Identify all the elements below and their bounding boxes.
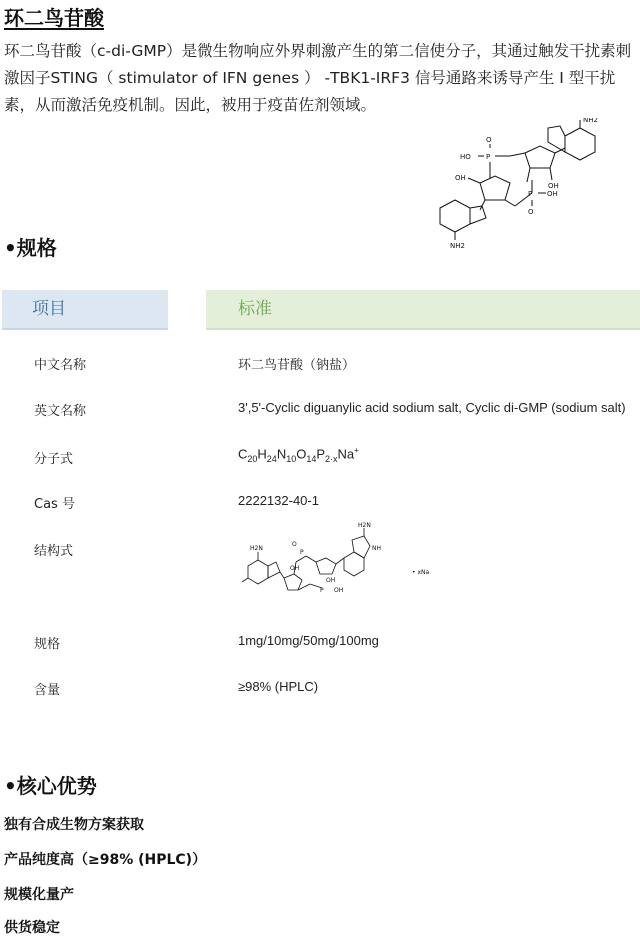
row-label-structure: 结构式 (34, 544, 74, 559)
c-di-gmp-structure-top (420, 118, 620, 253)
svg-text:OH: OH (290, 565, 300, 572)
svg-text:OH: OH (334, 587, 344, 594)
svg-text:OH: OH (455, 174, 466, 182)
row-label-cas: Cas 号 (34, 497, 75, 512)
c-di-gmp-structure-row (240, 522, 440, 604)
advantage-item: 产品纯度高（≥98% (HPLC)） (4, 852, 207, 868)
svg-text:OH: OH (326, 577, 336, 584)
svg-text:O: O (292, 541, 297, 548)
spec-heading: •规格 (4, 236, 57, 260)
svg-text:OH: OH (548, 182, 559, 190)
row-label-spec: 规格 (34, 637, 61, 652)
advantage-item: 规模化量产 (4, 887, 74, 903)
nh2-top-label: NH2 (583, 118, 598, 124)
table-header-item: 项目 (2, 290, 168, 330)
svg-text:P: P (320, 587, 324, 594)
svg-text:OH: OH (547, 190, 558, 198)
page-title: 环二鸟苷酸 (4, 6, 104, 30)
svg-text:H2N: H2N (250, 545, 263, 552)
svg-text:O: O (486, 136, 492, 144)
svg-text:O: O (528, 208, 534, 216)
row-value-cas: 2222132-40-1 (238, 493, 319, 508)
row-value-content: ≥98% (HPLC) (238, 679, 319, 694)
svg-text:P: P (486, 153, 491, 161)
svg-text:NH: NH (372, 545, 381, 552)
advantages-heading: •核心优势 (4, 774, 97, 798)
row-label-cn-name: 中文名称 (34, 358, 87, 373)
row-value-spec: 1mg/10mg/50mg/100mg (238, 633, 379, 648)
row-value-formula: $C_{20}H_{24}N_{10}O_{14}P_{2\cdot x}Na^+$ (238, 446, 359, 464)
row-value-en-name: 3',5'-Cyclic diguanylic acid sodium salt, Cyclic di-GMP (sodium salt) (238, 400, 626, 415)
row-label-content: 含量 (34, 683, 61, 698)
table-header-standard: 标准 (206, 290, 640, 330)
svg-text:P: P (300, 549, 304, 556)
row-label-formula: 分子式 (34, 452, 74, 467)
svg-text:P: P (528, 190, 533, 198)
svg-text:H2N: H2N (358, 522, 371, 529)
xna-label: • xNa (412, 569, 430, 576)
svg-text:HO: HO (460, 153, 471, 161)
row-label-en-name: 英文名称 (34, 404, 87, 419)
advantage-item: 独有合成生物方案获取 (4, 817, 144, 833)
intro-paragraph: 环二鸟苷酸（c-di-GMP）是微生物响应外界刺激产生的第二信使分子，其通过触发干扰素刺激因子STING（ stimulator of IFN genes ） -TBK1-IRF3 信号通路来诱导产生 I 型干扰素，从而激活免疫机制。因此，被用于疫苗佐剂领域。 (4, 42, 632, 114)
row-value-cn-name: 环二鸟苷酸（钠盐） (238, 358, 356, 373)
advantage-item: 供货稳定 (4, 920, 60, 936)
svg-text:NH2: NH2 (450, 242, 465, 250)
